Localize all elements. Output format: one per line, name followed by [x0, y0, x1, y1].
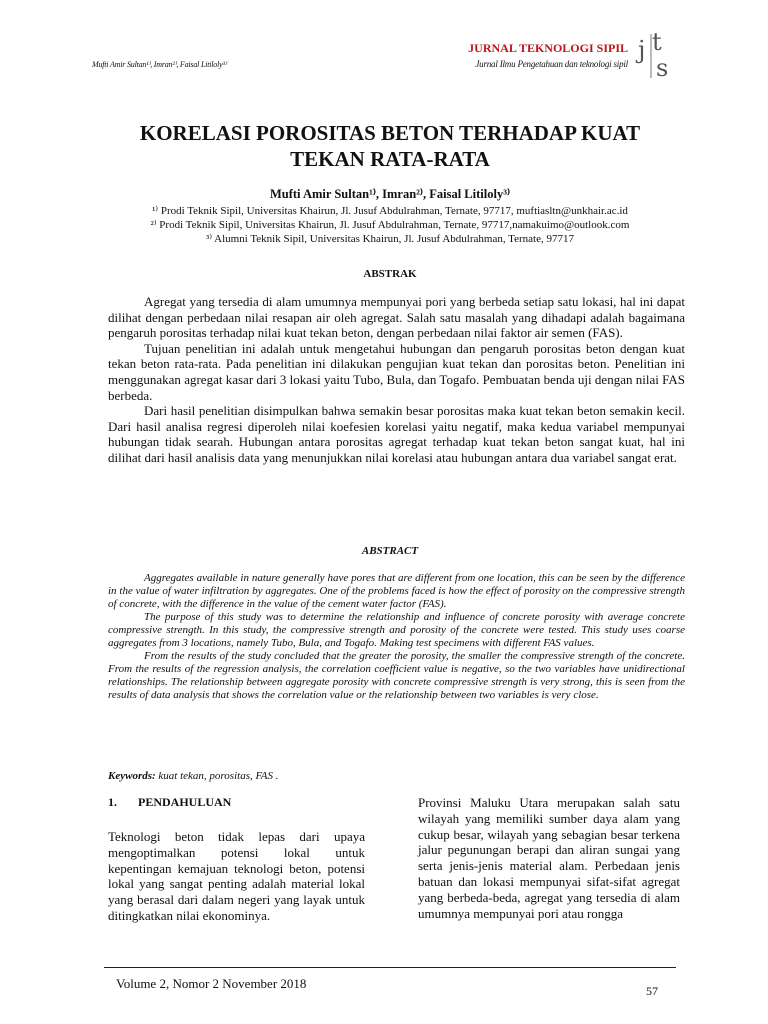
running-header-authors: Mufti Amir Sultan¹⁾, Imran²⁾, Faisal Litiloly³⁾ [92, 60, 227, 69]
intro-right-column: Provinsi Maluku Utara merupakan salah satu wilayah yang memiliki sumber daya alam yang cukup besar, wilayah yang sebagian besar terkena jalur pegunungan berapi dan aliran sungai yang serta jenis-jenis material alam. Perbedaan jenis batuan dan lokasi mempunyai sifat-sifat agregat yang berbeda-beda, agregat yang tersedia di alam umumnya mempunyai pori atau rongga [418, 795, 680, 921]
page-number: 57 [646, 984, 658, 998]
journal-name: JURNAL TEKNOLOGI SIPIL [468, 41, 628, 55]
section-number: 1. [108, 795, 117, 809]
abstract-paragraph: The purpose of this study was to determine the relationship and influence of concrete porosity with average concrete compressive strength. In this study, the compressive strength and porosity of the concrete were tested. This study uses coarse aggregates from 3 locations, namely Tubo, Bula, and Togafo. Making test specimens with different FAS values. [108, 611, 685, 649]
abstract-paragraph: From the results of the study concluded that the greater the porosity, the smaller the compressive strength of the concrete. From the results of the regression analysis, the correlation coefficient value is negative, so the two variables have unidirectional relationships. The relationship between aggregate porosity with concrete compressive strength is very strong, this is seen from the results of data analysis that shows the correlation value or the relationship between two variables is very close. [108, 650, 685, 701]
intro-left-column: Teknologi beton tidak lepas dari upaya mengoptimalkan potensi lokal untuk kepentingan kemajuan teknologi beton, potensi lokal yang sangat penting adalah material lokal yang berasal dari dalam negeri yang layak untuk ditingkatkan nilai ekonominya. [108, 829, 365, 923]
abstrak-heading: ABSTRAK [363, 268, 417, 280]
logo-letter-t: t [652, 28, 662, 56]
title-line: TEKAN RATA-RATA [290, 147, 490, 171]
footer-divider [104, 967, 676, 968]
footer-volume: Volume 2, Nomor 2 November 2018 [116, 976, 307, 991]
keywords-label: Keywords: [108, 770, 156, 782]
journal-subtitle: Jurnal Ilmu Pengetahuan dan teknologi sipil [475, 59, 628, 69]
abstrak-paragraph: Agregat yang tersedia di alam umumnya mempunyai pori yang berbeda setiap satu lokasi, hal ini dapat dilihat dengan perbedaan nilai resapan air oleh agregat. Salah satu masalah yang dihadapi adalah bagaimana pengaruh porositas terhadap nilai kuat tekan beton, dengan perbedaan nilai faktor air semen (FAS). [108, 294, 685, 341]
section-heading [108, 795, 231, 810]
author-list: Mufti Amir Sultan¹⁾, Imran²⁾, Faisal Litiloly³⁾ [269, 187, 511, 201]
keywords [108, 770, 279, 782]
title-line: KORELASI POROSITAS BETON TERHADAP KUAT [139, 121, 641, 145]
abstract-heading: ABSTRACT [361, 545, 419, 557]
abstrak-body [108, 294, 685, 466]
keywords-text: kuat tekan, porositas, FAS . [155, 770, 279, 782]
abstrak-paragraph: Tujuan penelitian ini adalah untuk mengetahui hubungan dan pengaruh porositas beton dengan kuat tekan beton rata-rata. Pada penelitian ini dilakukan pengujian kuat tekan dan porositas beton. Penelitian ini menggunakan agregat kasar dari 3 lokasi yaitu Tubo, Bula, dan Togafo. Pembuatan benda uji dengan nilai FAS berbeda. [108, 340, 685, 403]
affiliation: ²⁾ Prodi Teknik Sipil, Universitas Khairun, Jl. Jusuf Abdulrahman, Ternate, 97717,namakuimo@outlook.com [150, 219, 630, 231]
logo-letter-s: s [656, 54, 669, 80]
paper-title [100, 120, 680, 172]
affiliation: ³⁾ Alumni Teknik Sipil, Universitas Khairun, Jl. Jusuf Abdulrahman, Ternate, 97717 [206, 233, 574, 245]
logo-letter-j: j [638, 36, 646, 64]
affiliation: ¹⁾ Prodi Teknik Sipil, Universitas Khairun, Jl. Jusuf Abdulrahman, Ternate, 97717, muftiasltn@unkhair.ac.id [152, 205, 628, 217]
journal-logo [634, 28, 678, 80]
abstrak-paragraph: Dari hasil penelitian disimpulkan bahwa semakin besar porositas maka kuat tekan beton semakin kecil. Dari hasil analisa regresi diperoleh nilai koefesien korelasi yaitu negatif, maka kedua variabel mempunyai hubungan tidak searah. Hubungan antara porositas agregat terhadap kuat tekan beton sangat kuat, hal ini dilihat dari hasil analisis data yang menunjukkan nilai korelasi atau hubungan antara dua variabel sangat erat. [108, 403, 685, 465]
section-title: PENDAHULUAN [138, 795, 232, 809]
abstract-paragraph: Aggregates available in nature generally have pores that are different from one location, this can be seen by the difference in the value of water infiltration by aggregates. One of the problems faced is how the effect of porosity on the compressive strength of concrete, with the difference in the value of the cement water factor (FAS). [108, 572, 685, 610]
abstract-body [108, 572, 685, 702]
